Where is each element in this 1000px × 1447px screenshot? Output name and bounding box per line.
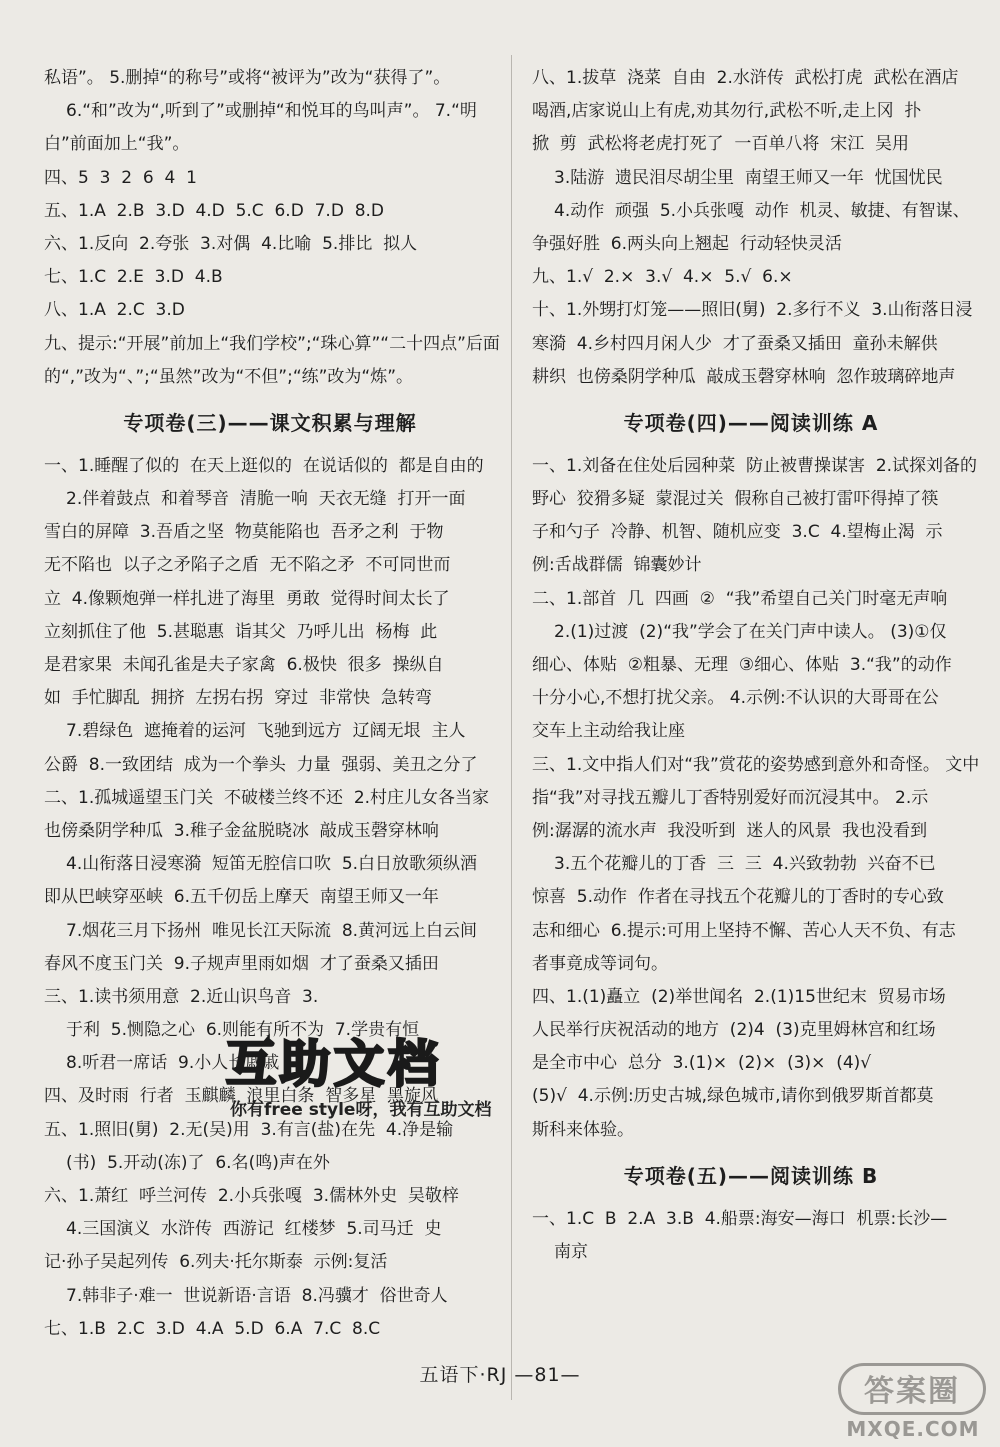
answer-line: 九、提示:“开展”前加上“我们学校”;“珠心算”“二十四点”后面 [44,333,500,354]
answer-line: 6.“和”改为“,听到了”或删掉“和悦耳的鸟叫声”。 7.“明 [66,101,477,122]
answer-line: 雪白的屏障 3.吾盾之坚 物莫能陷也 吾矛之利 于物 [44,522,444,543]
answer-line: 十分小心,不想打扰父亲。 4.示例:不认识的大哥哥在公 [532,688,939,709]
answer-line: 七、1.B 2.C 3.D 4.A 5.D 6.A 7.C 8.C [44,1318,381,1339]
answer-line: 九、1.√ 2.× 3.√ 4.× 5.√ 6.× [532,267,793,288]
column-divider [511,55,512,1400]
right-column [532,62,980,1269]
answer-line: 四、及时雨 行者 玉麒麟 浪里白条 智多星 黑旋风 [44,1086,439,1107]
answer-line: 斯科来体验。 [532,1119,634,1140]
answer-line: 7.韩非子·难一 世说新语·言语 8.冯骥才 俗世奇人 [66,1285,448,1306]
answer-line: 的“,”改为“、”;“虽然”改为“不但”;“练”改为“炼”。 [44,366,414,387]
answer-line: 例:舌战群儒 锦囊妙计 [532,555,702,576]
answer-line: 惊喜 5.动作 作者在寻找五个花瓣儿的丁香时的专心致 [532,887,944,908]
answer-line: 五、1.照旧(舅) 2.无(吴)用 3.有言(盐)在先 4.净是输 [44,1119,454,1140]
answer-line: 无不陷也 以子之矛陷子之盾 无不陷之矛 不可同世而 [44,555,451,576]
answer-line: 四、5 3 2 6 4 1 [44,167,197,188]
answer-line: 立 4.像颗炮弹一样扎进了海里 勇敢 觉得时间太长了 [44,588,450,609]
answer-line: 六、1.萧红 呼兰河传 2.小兵张嘎 3.儒林外史 吴敬梓 [44,1186,459,1206]
corner-logo-site: MXQE.COM [846,1417,980,1441]
answer-line: 八、1.A 2.C 3.D [44,300,185,321]
answer-line: 3.五个花瓣儿的丁香 三 三 4.兴致勃勃 兴奋不已 [554,854,936,875]
answer-line: 细心、体贴 ②粗暴、无理 ③细心、体贴 3.“我”的动作 [532,655,952,675]
answer-line: 争强好胜 6.两头向上翘起 行动轻快灵活 [532,233,842,254]
answer-line: 志和细心 6.提示:可用上坚持不懈、苦心人天不负、有志 [532,920,956,941]
answer-line: (5)√ 4.示例:历史古城,绿色城市,请你到俄罗斯首都莫 [532,1086,934,1107]
answer-line: 7.烟花三月下扬州 唯见长江天际流 8.黄河远上白云间 [66,920,478,941]
section-title: 专项卷(三)——课文积累与理解 [123,410,417,435]
answer-line: 南京 [554,1242,588,1262]
answer-line: 8.听君一席话 9.小人长戚戚 [66,1053,280,1074]
answer-line: 六、1.反向 2.夸张 3.对偶 4.比喻 5.排比 拟人 [44,233,418,254]
corner-logo-bubble: 答案圈 [838,1363,986,1415]
answer-line: 者事竟成等词句。 [532,953,668,974]
answer-line: 7.碧绿色 遮掩着的运河 飞驰到远方 辽阔无垠 主人 [66,721,466,742]
watermark-logo: 互助文档 [226,1035,442,1093]
answer-line: 春风不度玉门关 9.子规声里雨如烟 才了蚕桑又插田 [44,953,439,974]
answer-line: 2.伴着鼓点 和着琴音 清脆一响 天衣无缝 打开一面 [66,489,466,510]
left-column [44,62,500,1346]
answer-line: 三、1.读书须用意 2.近山识鸟音 3. [44,986,319,1007]
answer-line: 野心 狡猾多疑 蒙混过关 假称自己被打雷吓得掉了筷 [532,489,939,510]
answer-line: 是全市中心 总分 3.(1)× (2)× (3)× (4)√ [532,1053,872,1074]
answer-line: 公爵 8.一致团结 成为一个拳头 力量 强弱、美丑之分了 [44,754,478,775]
watermark-tagline: 你有free style呀，我有互助文档 [230,1100,492,1120]
answer-line: 七、1.C 2.E 3.D 4.B [44,267,223,288]
answer-line: (书) 5.开动(冻)了 6.名(鸣)声在外 [66,1152,330,1173]
answer-line: 二、1.孤城遥望玉门关 不破楼兰终不还 2.村庄儿女各当家 [44,787,490,808]
answer-line: 即从巴峡穿巫峡 6.五千仞岳上摩天 南望王师又一年 [44,887,439,908]
answer-line: 子和勺子 冷静、机智、随机应变 3.C 4.望梅止渴 示 [532,522,943,543]
answer-line: 私语”。 5.删掉“的称号”或将“被评为”改为“获得了”。 [44,68,451,88]
section-title: 专项卷(五)——阅读训练 B [623,1163,879,1188]
answer-line: 寒漪 4.乡村四月闲人少 才了蚕桑又插田 童孙未解供 [532,333,938,354]
answer-line: 2.(1)过渡 (2)“我”学会了在关门声中读人。 (3)①仅 [554,621,947,642]
answer-line: 耕织 也傍桑阴学种瓜 敲成玉磬穿林响 忽作玻璃碎地声 [532,366,956,387]
answer-line: 四、1.(1)矗立 (2)举世闻名 2.(1)15世纪末 贸易市场 [532,986,946,1007]
answer-line: 交车上主动给我让座 [532,721,685,742]
answer-line: 于利 5.恻隐之心 6.则能有所不为 7.学贵有恒 [66,1020,420,1041]
answer-line: 一、1.刘备在住处后园种菜 防止被曹操谋害 2.试探刘备的 [532,455,978,476]
corner-watermark-logo [838,1363,988,1445]
answer-line: 3.陆游 遗民泪尽胡尘里 南望王师又一年 忧国忧民 [554,167,943,188]
answer-line: 如 手忙脚乱 拥挤 左拐右拐 穿过 非常快 急转弯 [44,688,432,709]
answer-line: 4.三国演义 水浒传 西游记 红楼梦 5.司马迁 史 [66,1219,442,1240]
answer-line: 掀 剪 武松将老虎打死了 一百单八将 宋江 吴用 [532,134,910,155]
answer-line: 二、1.部首 几 四画 ② “我”希望自己关门时毫无声响 [532,588,948,609]
answer-line: 三、1.文中指人们对“我”赏花的姿势感到意外和奇怪。 文中 [532,754,980,775]
answer-line: 立刻抓住了他 5.甚聪惠 诣其父 乃呼儿出 杨梅 此 [44,621,438,642]
answer-line: 八、1.拔草 浇菜 自由 2.水浒传 武松打虎 武松在酒店 [532,68,959,88]
answer-line: 4.山衔落日浸寒漪 短笛无腔信口吹 5.白日放歌须纵酒 [66,854,478,875]
answer-line: 也傍桑阴学种瓜 3.稚子金盆脱晓冰 敲成玉磬穿林响 [44,820,439,841]
answer-line: 一、1.睡醒了似的 在天上逛似的 在说话似的 都是自由的 [44,455,484,476]
answer-line: 五、1.A 2.B 3.D 4.D 5.C 6.D 7.D 8.D [44,200,385,221]
answer-line: 白”前面加上“我”。 [44,134,190,155]
answer-line: 例:潺潺的流水声 我没听到 迷人的风景 我也没看到 [532,820,928,841]
answer-line: 人民举行庆祝活动的地方 (2)4 (3)克里姆林宫和红场 [532,1020,936,1041]
answer-line: 是君家果 未闻孔雀是夫子家禽 6.极快 很多 操纵自 [44,655,444,675]
answer-line: 4.动作 顽强 5.小兵张嘎 动作 机灵、敏捷、有智谋、 [554,200,970,221]
answer-line: 记·孙子吴起列传 6.列夫·托尔斯泰 示例:复活 [44,1252,388,1273]
section-title: 专项卷(四)——阅读训练 A [623,410,879,435]
answer-line: 喝酒,店家说山上有虎,劝其勿行,武松不听,走上冈 扑 [532,101,922,122]
answer-line: 一、1.C B 2.A 3.B 4.船票:海安—海口 机票:长沙— [532,1208,948,1229]
page-footer: 五语下·RJ —81— [419,1364,581,1386]
answer-line: 十、1.外甥打灯笼——照旧(舅) 2.多行不义 3.山衔落日浸 [532,300,973,321]
answer-line: 指“我”对寻找五瓣儿丁香特别爱好而沉浸其中。 2.示 [532,787,929,808]
